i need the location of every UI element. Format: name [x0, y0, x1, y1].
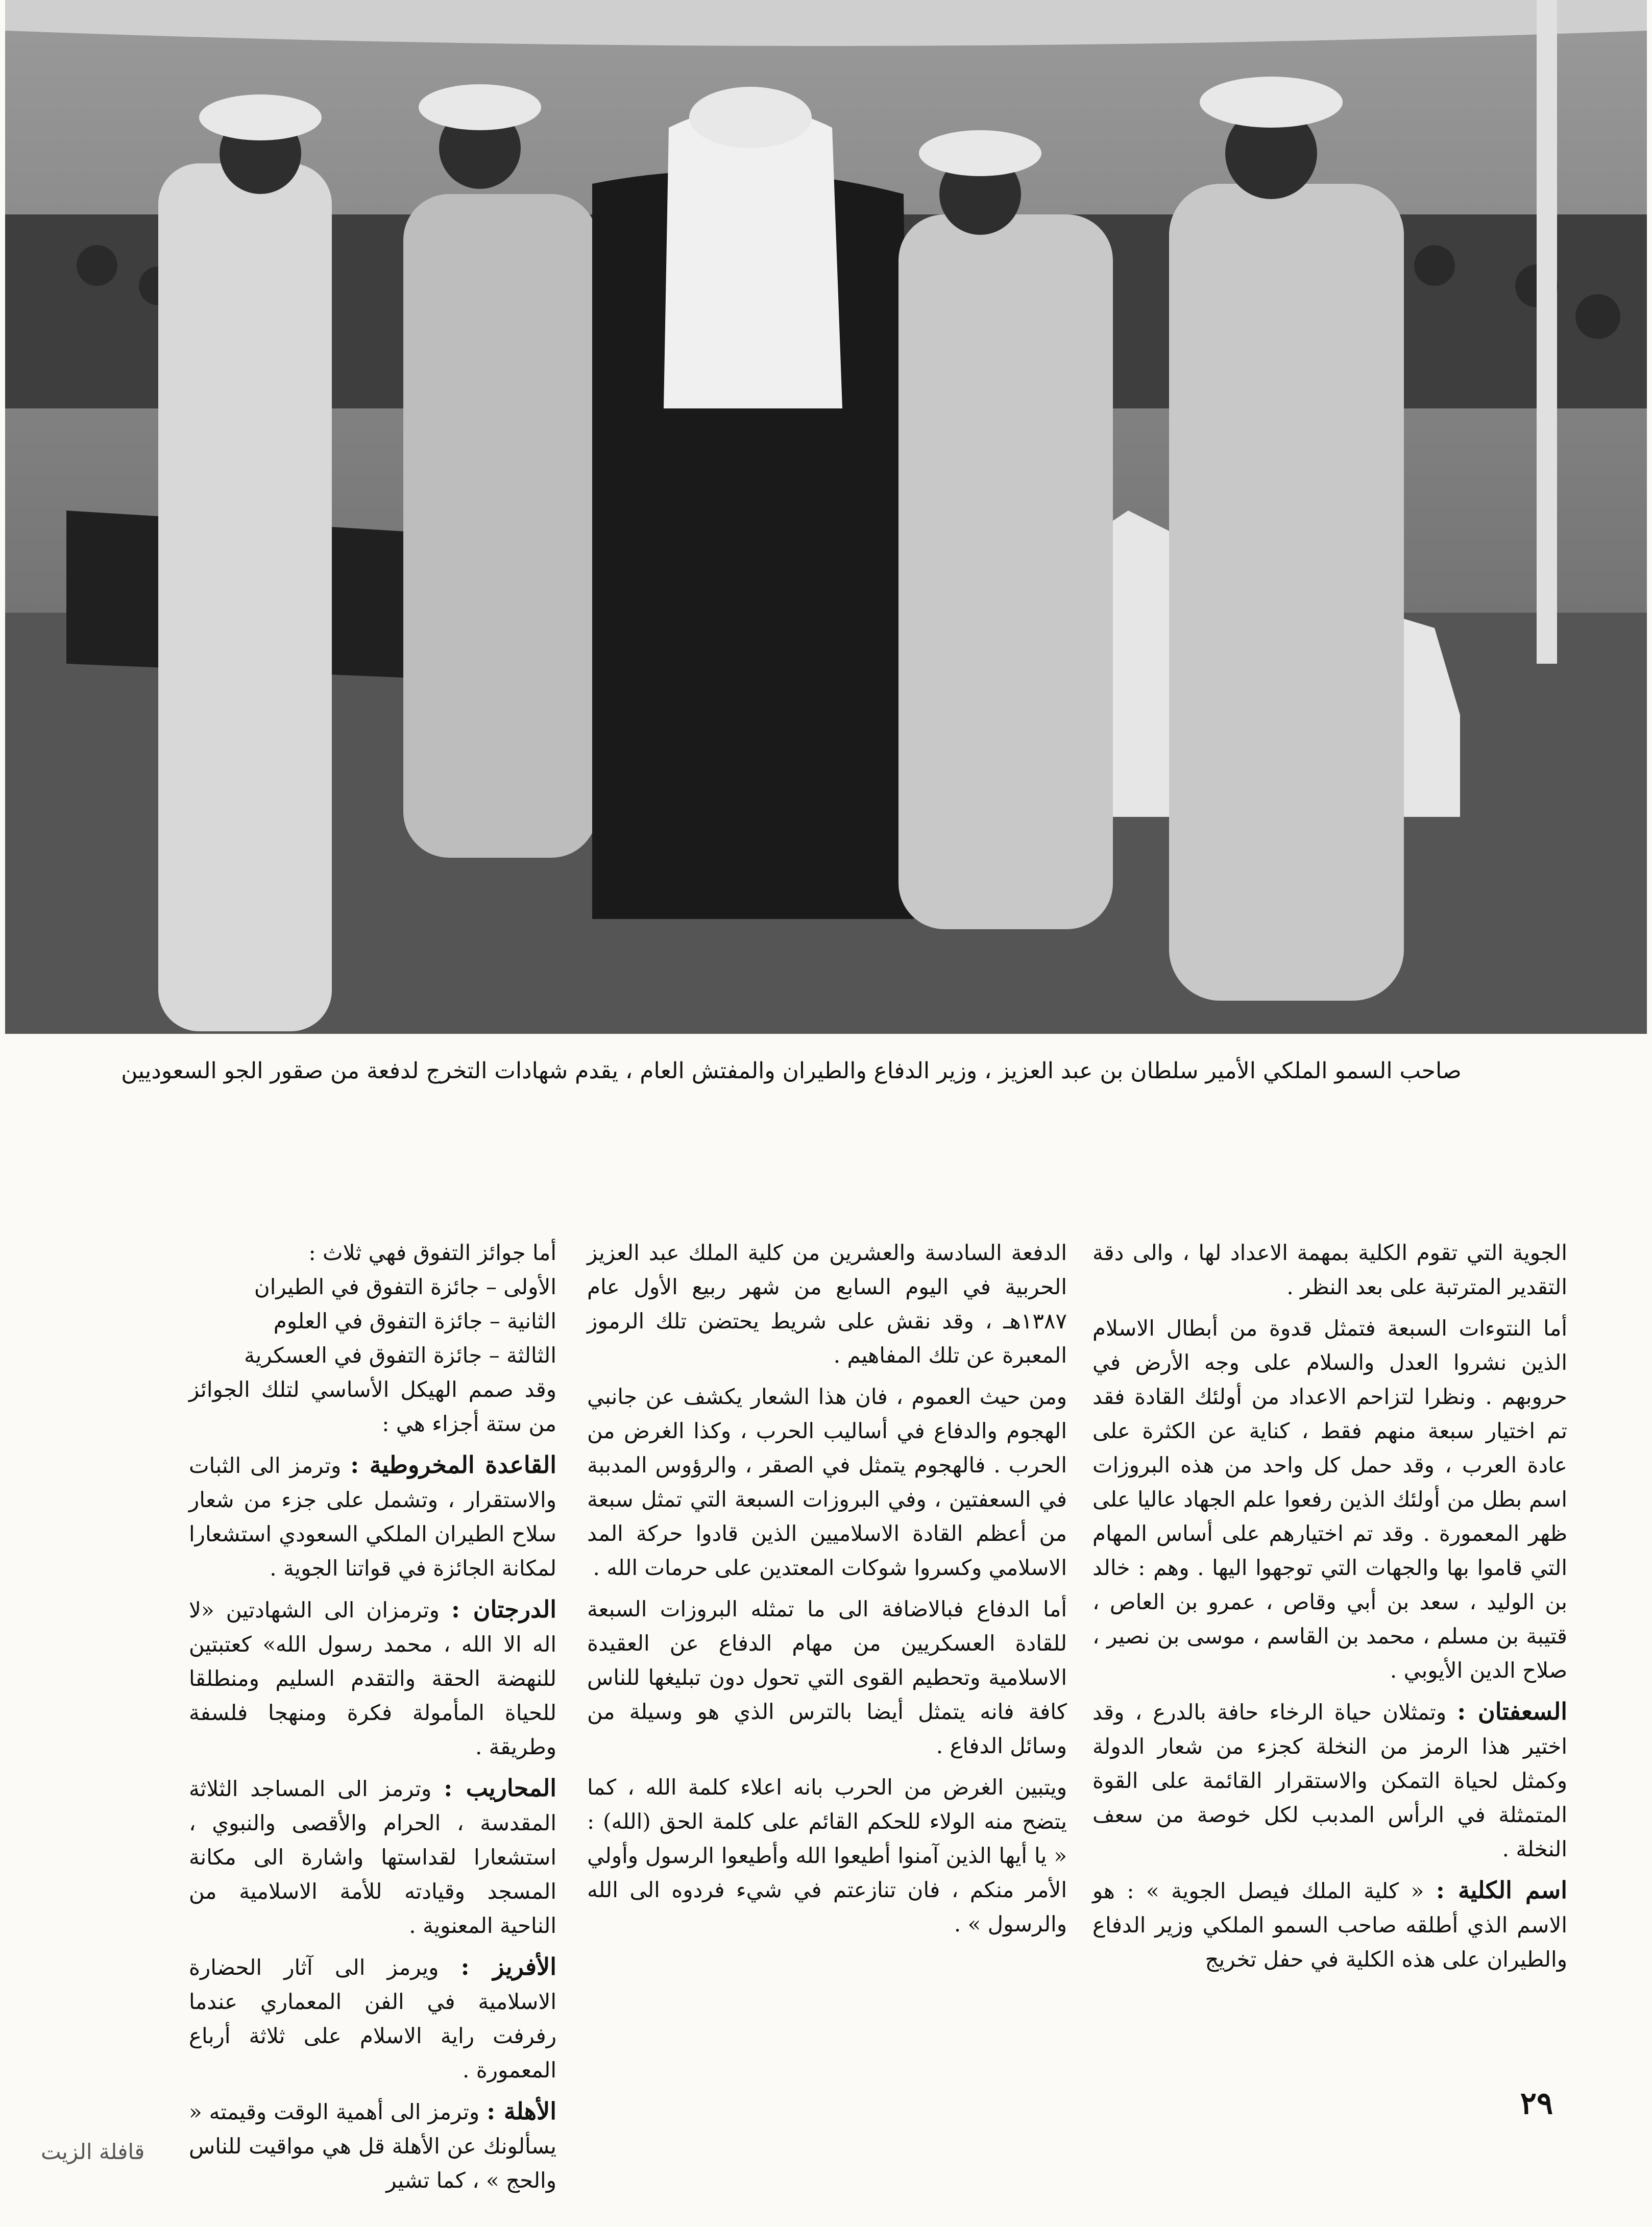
page-number: ٢٩	[1520, 2086, 1553, 2121]
section-heading: الأفريز :	[460, 1953, 556, 1980]
section-paragraph	[1092, 1873, 1567, 1976]
section-text: « كلية الملك فيصل الجوية » : هو الاسم الذي أطلقه صاحب السمو الملكي وزير الدفاع والطيران على هذه الكلية في حفل تخريج	[1092, 1878, 1567, 1972]
photo-caption: صاحب السمو الملكي الأمير سلطان بن عبد العزيز ، وزير الدفاع والطيران والمفتش العام ، يقدم شهادات التخرج لدفعة من صقور الجو السعوديين	[121, 1058, 1462, 1084]
section-heading: السعفتان :	[1457, 1698, 1568, 1725]
paragraph: الدفعة السادسة والعشرين من كلية الملك عبد العزيز الحربية في اليوم السابع من شهر ربيع الأول عام ١٣٨٧هـ ، وقد نقش على شريط يحتضن تلك الرموز المعبرة عن تلك المفاهيم .	[587, 1240, 1067, 1368]
section-heading: القاعدة المخروطية :	[350, 1451, 557, 1479]
section-text: ويرمز الى آثار الحضارة الاسلامية في الفن المعماري عندما رفرفت راية الاسلام على ثلاثة أرباع المعمورة .	[189, 1955, 556, 2083]
list-intro: أما جوائز التفوق فهي ثلاث :	[308, 1240, 556, 1265]
paragraph: ويتبين الغرض من الحرب بانه اعلاء كلمة الله ، كما يتضح منه الولاء للحكم القائم على كلمة الحق (الله) : « يا أيها الذين آمنوا أطيعوا الله وأطيعوا الرسول وأولي الأمر منكم ، فان تنازعتم في شيء فردوه الى الله والرسول » .	[587, 1775, 1067, 1936]
paragraph: أما الدفاع فبالاضافة الى ما تمثله البروزات السبعة للقادة العسكريين من مهام الدفاع عن العقيدة الاسلامية وتحطيم القوى التي تحول دون تبليغها للناس كافة فانه يتمثل أيضا بالترس الذي هو وسيلة من وسائل الدفاع .	[587, 1596, 1067, 1758]
section-text: وترمز الى المساجد الثلاثة المقدسة ، الحرام والأقصى والنبوي ، استشعارا لقداستها واشارة الى مكانة المسجد وقيادته للأمة الاسلامية من الناحية المعنوية .	[189, 1776, 556, 1938]
text-column-middle	[587, 1236, 1067, 1948]
section-paragraph	[189, 1592, 556, 1764]
list-item: الأولى – جائزة التفوق في الطيران	[254, 1274, 556, 1299]
text-column-right	[1092, 1236, 1567, 1983]
section-paragraph	[189, 1771, 556, 1943]
text-column-left	[189, 1236, 556, 2205]
paragraph: الجوية التي تقوم الكلية بمهمة الاعداد لها ، والى دقة التقدير المترتبة على بعد النظر .	[1092, 1240, 1567, 1299]
section-text: وتمثلان حياة الرخاء حافة بالدرع ، وقد اختير هذا الرمز من النخلة كجزء من شعار الدولة وكمثل لحياة التمكن والاستقرار القائمة على القوة المتمثلة في الرأس المدبب لكل خوصة من سعف النخلة .	[1092, 1700, 1567, 1861]
section-paragraph	[1092, 1695, 1567, 1866]
section-paragraph	[189, 1448, 556, 1585]
paragraph: وقد صمم الهيكل الأساسي لتلك الجوائز من ستة أجزاء هي :	[189, 1377, 556, 1436]
section-paragraph	[189, 1950, 556, 2087]
section-heading: الأهلة :	[487, 2097, 556, 2125]
paragraph: أما النتوءات السبعة فتمثل قدوة من أبطال الاسلام الذين نشروا العدل والسلام على وجه الأرض في حروبهم . ونظرا لتزاحم الاعداد من أولئك القادة فقد تم اختيار سبعة منهم فقط ، كناية عن الكثرة على عادة العرب ، وقد حمل كل واحد من هذه البروزات اسم بطل من أولئك الذين رفعوا علم الجهاد عاليا على ظهر المعمورة . وقد تم اختيارهم على أساس المهام التي قاموا بها والجهات التي توجهوا اليها . وهم : خالد بن الوليد ، سعد بن أبي وقاص ، عمرو بن العاص ، قتيبة بن مسلم ، محمد بن القاسم ، موسى بن نصير ، صلاح الدين الأيوبي .	[1092, 1316, 1567, 1683]
list-item: الثالثة – جائزة التفوق في العسكرية	[244, 1343, 556, 1368]
ceremony-photo	[5, 0, 1647, 1034]
section-text: وترمزان الى الشهادتين «لا اله الا الله ، محمد رسول الله» كعتبتين للنهضة الحقة والتقدم السليم ومنطلقا للحياة المأمولة فكرة ومنهجا فلسفة وطريقة .	[189, 1597, 556, 1759]
section-heading: اسم الكلية :	[1436, 1876, 1567, 1904]
section-text: وترمز الى الثبات والاستقرار ، وتشمل على جزء من شعار سلاح الطيران الملكي السعودي استشعارا لمكانة الجائزة في قواتنا الجوية .	[189, 1453, 556, 1581]
section-heading: الدرجتان :	[451, 1595, 556, 1623]
paragraph: ومن حيث العموم ، فان هذا الشعار يكشف عن جانبي الهجوم والدفاع في أساليب الحرب ، وكذا الغرض من الحرب . فالهجوم يتمثل في الصقر ، والرؤوس المدببة في السعفتين ، وفي البروزات السبعة التي تمثل سبعة من أعظم القادة الاسلاميين الذين قادوا حركة المد الاسلامي وكسروا شوكات المعتدين على حرمات الله .	[587, 1384, 1067, 1580]
magazine-footer: قافلة الزيت	[41, 2139, 145, 2164]
section-text: وترمز الى أهمية الوقت وقيمته « يسألونك عن الأهلة قل هي مواقيت للناس والحج » ، كما تشير	[189, 2099, 556, 2193]
photo-icon	[5, 0, 1647, 1034]
section-heading: المحاريب :	[444, 1774, 556, 1802]
list-item: الثانية – جائزة التفوق في العلوم	[273, 1309, 556, 1334]
